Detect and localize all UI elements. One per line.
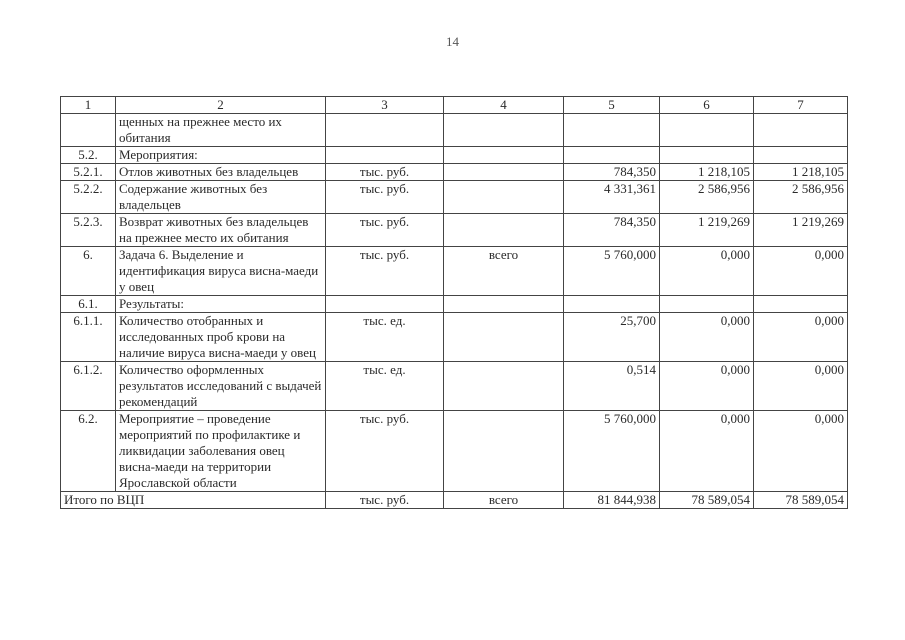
table-cell: всего xyxy=(444,247,564,296)
table-cell xyxy=(444,147,564,164)
table-row xyxy=(61,411,848,492)
table-cell xyxy=(61,114,116,147)
table-cell: 0,000 xyxy=(660,362,754,411)
table-cell: 25,700 xyxy=(564,313,660,362)
table-cell xyxy=(444,313,564,362)
table-cell: Результаты: xyxy=(116,296,326,313)
table-cell: тыс. руб. xyxy=(326,164,444,181)
table-cell xyxy=(754,296,848,313)
table-cell: 5 760,000 xyxy=(564,411,660,492)
table-cell: 0,000 xyxy=(660,313,754,362)
table-cell xyxy=(326,296,444,313)
column-header: 6 xyxy=(660,97,754,114)
table-cell: тыс. руб. xyxy=(326,214,444,247)
table-cell xyxy=(754,114,848,147)
total-value-7: 78 589,054 xyxy=(754,492,848,509)
table-cell: 2 586,956 xyxy=(660,181,754,214)
table-cell xyxy=(754,147,848,164)
table-cell: 6.1. xyxy=(61,296,116,313)
table-body xyxy=(61,114,848,509)
table-cell xyxy=(444,214,564,247)
table-cell xyxy=(444,181,564,214)
table-cell: 5 760,000 xyxy=(564,247,660,296)
table-cell xyxy=(444,164,564,181)
table-cell: Мероприятие – проведение мероприятий по профилактике и ликвидации заболевания овец висна-маеди на территории Ярославской области xyxy=(116,411,326,492)
table-cell: 6.1.1. xyxy=(61,313,116,362)
table-row xyxy=(61,247,848,296)
table-cell: Содержание животных без владельцев xyxy=(116,181,326,214)
header-row xyxy=(61,97,848,114)
table-cell: 1 218,105 xyxy=(754,164,848,181)
table-cell: щенных на прежнее место их обитания xyxy=(116,114,326,147)
table-cell: 6.1.2. xyxy=(61,362,116,411)
table-cell: 5.2.2. xyxy=(61,181,116,214)
table-cell: 6. xyxy=(61,247,116,296)
column-header: 5 xyxy=(564,97,660,114)
table-cell: 0,000 xyxy=(754,247,848,296)
table-cell: Количество отобранных и исследованных проб крови на наличие вируса висна-маеди у овец xyxy=(116,313,326,362)
table-cell: Возврат животных без владельцев на прежнее место их обитания xyxy=(116,214,326,247)
table-cell: Количество оформленных результатов исследований с выдачей рекомендаций xyxy=(116,362,326,411)
table-cell: 5.2.1. xyxy=(61,164,116,181)
table-row xyxy=(61,214,848,247)
table-cell: 0,000 xyxy=(660,411,754,492)
total-value-5: 81 844,938 xyxy=(564,492,660,509)
table-cell: 0,000 xyxy=(754,313,848,362)
column-header: 7 xyxy=(754,97,848,114)
table-cell: Мероприятия: xyxy=(116,147,326,164)
total-row xyxy=(61,492,848,509)
table-cell xyxy=(444,362,564,411)
table-cell: 784,350 xyxy=(564,214,660,247)
total-value-6: 78 589,054 xyxy=(660,492,754,509)
column-header: 3 xyxy=(326,97,444,114)
table-cell: 1 219,269 xyxy=(660,214,754,247)
table-cell: 0,000 xyxy=(660,247,754,296)
table-cell: 784,350 xyxy=(564,164,660,181)
column-header: 1 xyxy=(61,97,116,114)
table-cell xyxy=(564,114,660,147)
table-cell xyxy=(564,147,660,164)
table-cell: 4 331,361 xyxy=(564,181,660,214)
table-row xyxy=(61,114,848,147)
table-cell xyxy=(660,147,754,164)
table-cell: 0,000 xyxy=(754,362,848,411)
table-cell: тыс. ед. xyxy=(326,362,444,411)
total-scope: всего xyxy=(444,492,564,509)
table-row xyxy=(61,296,848,313)
table-row xyxy=(61,181,848,214)
table-cell xyxy=(444,411,564,492)
table-row xyxy=(61,164,848,181)
table-cell: тыс. руб. xyxy=(326,411,444,492)
table-cell: 0,000 xyxy=(754,411,848,492)
table-cell xyxy=(444,114,564,147)
table-row xyxy=(61,313,848,362)
table-cell: 0,514 xyxy=(564,362,660,411)
table-cell xyxy=(326,147,444,164)
table-cell: тыс. руб. xyxy=(326,181,444,214)
table-cell: 5.2.3. xyxy=(61,214,116,247)
table-cell: 1 219,269 xyxy=(754,214,848,247)
page-number: 14 xyxy=(446,34,459,49)
total-label: Итого по ВЦП xyxy=(61,492,326,509)
total-unit: тыс. руб. xyxy=(326,492,444,509)
table-cell xyxy=(660,296,754,313)
table-cell: 6.2. xyxy=(61,411,116,492)
table-cell xyxy=(326,114,444,147)
table-cell xyxy=(444,296,564,313)
table-cell xyxy=(660,114,754,147)
budget-table xyxy=(60,96,848,509)
column-header: 4 xyxy=(444,97,564,114)
table-cell: Задача 6. Выделение и идентификация вируса висна-маеди у овец xyxy=(116,247,326,296)
table-row xyxy=(61,362,848,411)
table-cell xyxy=(564,296,660,313)
table-cell: 1 218,105 xyxy=(660,164,754,181)
table-cell: тыс. ед. xyxy=(326,313,444,362)
column-header: 2 xyxy=(116,97,326,114)
table-cell: 2 586,956 xyxy=(754,181,848,214)
table-cell: 5.2. xyxy=(61,147,116,164)
table-row xyxy=(61,147,848,164)
table-cell: тыс. руб. xyxy=(326,247,444,296)
table-cell: Отлов животных без владельцев xyxy=(116,164,326,181)
